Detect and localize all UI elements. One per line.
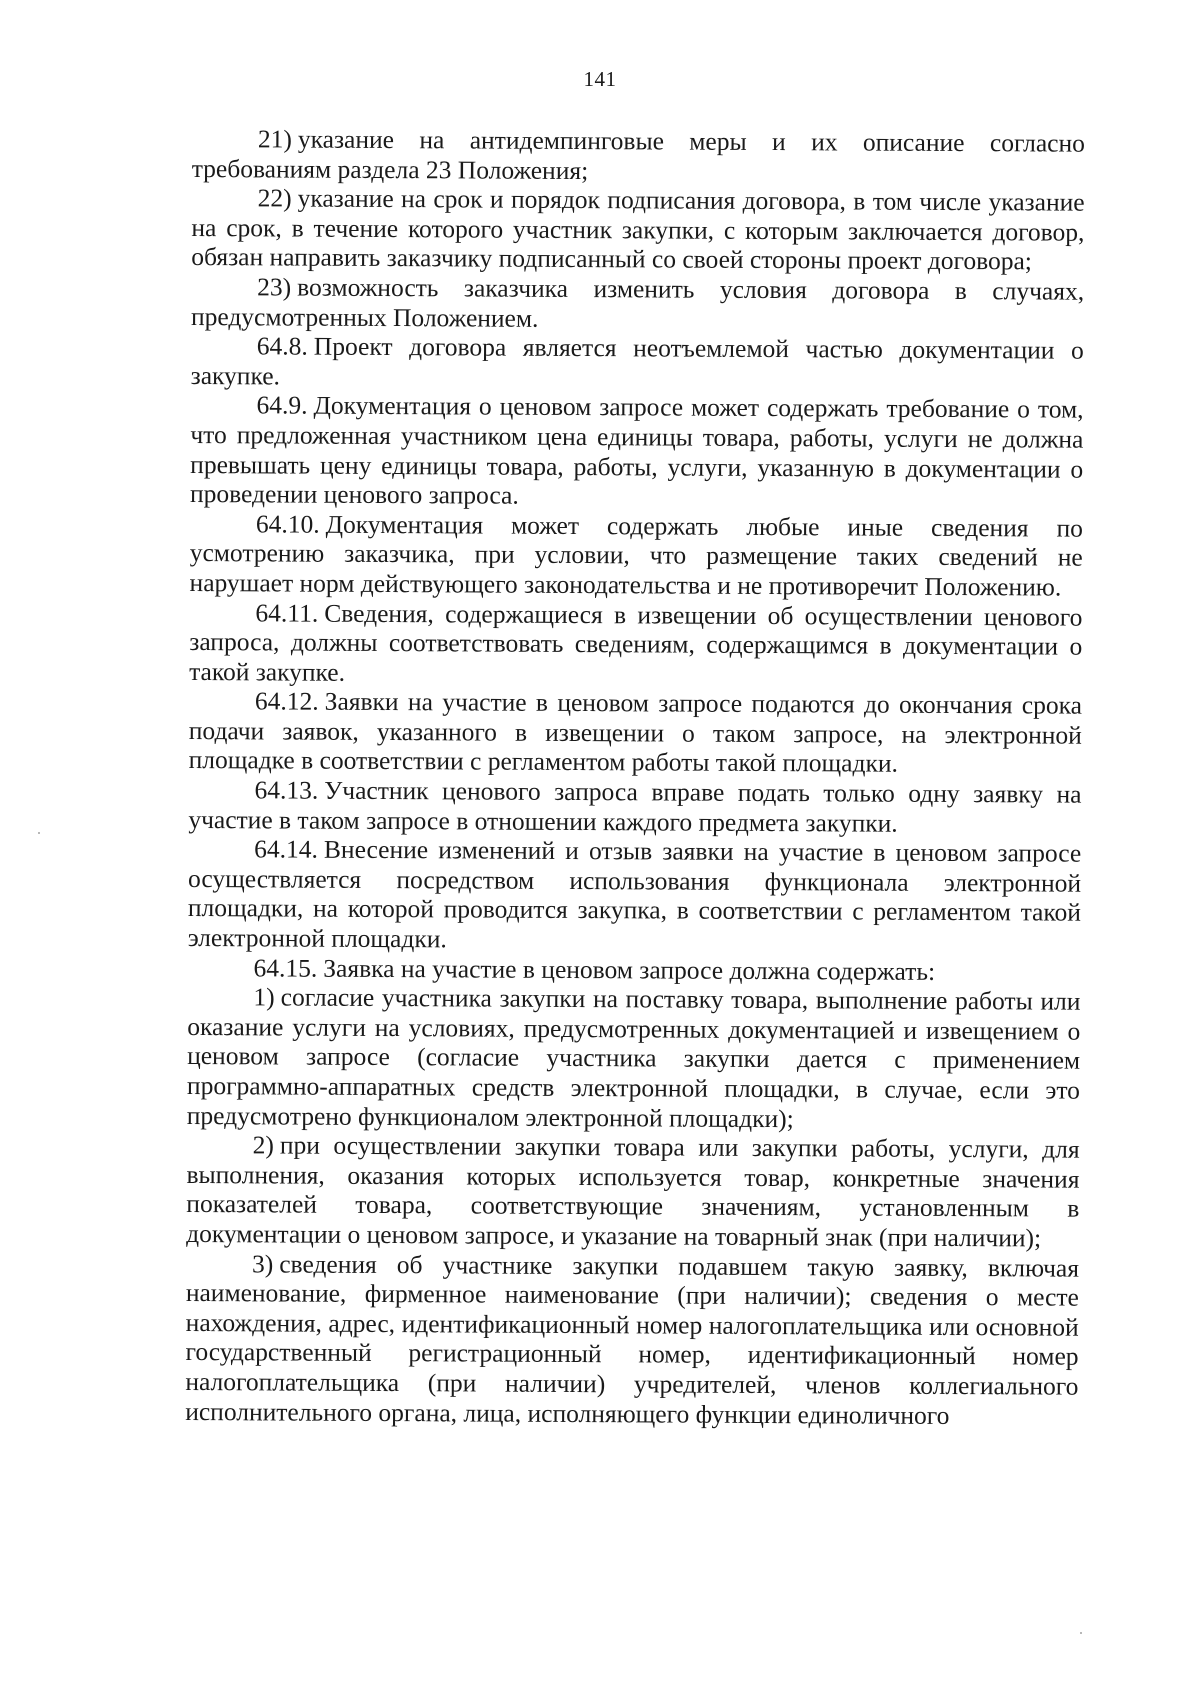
list-item [185, 1249, 1079, 1431]
item-number: 22) [257, 183, 292, 213]
list-item [186, 1130, 1080, 1253]
item-text: указание на антидемпинговые меры и их описание согласно требованиям раздела 23 Положения; [191, 124, 1085, 185]
item-number: 2) [252, 1130, 274, 1160]
clause [190, 509, 1083, 602]
clause [188, 834, 1082, 957]
clause-text: Внесение изменений и отзыв заявки на участие в ценовом запросе осуществляется посредством использования функционала электронной площадки, на которой проводится закупка, в соответствии с регламентом такой электронной площадки. [187, 834, 1082, 954]
clause-text: Документация о ценовом запросе может содержать требование о том, что предложенная участником цена единицы товара, работы, услуги не должна превышать цену единицы товара, работы, услуги, указанную в документации о проведении ценового запроса. [189, 390, 1084, 510]
clause-number: 64.11. [255, 597, 319, 628]
list-item [191, 183, 1084, 276]
clause-number: 64.9. [256, 390, 308, 420]
clause-number: 64.10. [255, 509, 320, 539]
item-text: указание на срок и порядок подписания договора, в том числе указание на срок, в течение которого участник закупки, с которым заключается договор, обязан направить заказчику подписанный со своей стороны проект договора; [191, 183, 1085, 276]
item-number: 1) [253, 982, 275, 1012]
clause-number: 64.8. [256, 331, 308, 361]
document-body [185, 124, 1085, 1431]
clause [188, 953, 1081, 987]
list-item [191, 272, 1084, 336]
clause-number: 64.14. [254, 834, 319, 864]
item-text: согласие участника закупки на поставку товара, выполнение работы или оказание услуги на условиях, предусмотренных документацией и извещением о ценовом запросе (согласие участника закупки дается с применением программно-аппаратных средств электронной площадки, в случае, если это предусмотрено функционалом электронной площадки); [186, 982, 1081, 1133]
item-number: 23) [257, 272, 292, 302]
clause-text: Заявки на участие в ценовом запросе подаются до окончания срока подачи заявок, указанного в извещении о таком запросе, на электронной площадке в соответствии с регламентом работы такой площадки. [188, 686, 1083, 779]
page-number: 141 [583, 67, 617, 91]
list-item [187, 982, 1081, 1135]
clause [191, 331, 1084, 395]
item-number: 21) [257, 124, 292, 154]
clause-number: 64.12. [254, 686, 319, 716]
item-text: при осуществлении закупки товара или закупки работы, услуги, для выполнения, оказания которых используется товар, конкретные значения показателей товара, соответствующие значениям, установленным в документации о ценовом запросе, и указание на товарный знак (при наличии); [186, 1130, 1080, 1253]
clause-text: Сведения, содержащиеся в извещении об осуществлении ценового запроса, должны соответствовать сведениям, содержащимся в документации о такой закупке. [189, 598, 1083, 687]
scan-speck [1080, 1632, 1082, 1634]
clause [189, 686, 1082, 779]
clause-text: Проект договора является неотъемлемой частью документации о закупке. [190, 331, 1084, 391]
clause [188, 775, 1081, 839]
clause [189, 597, 1082, 690]
list-item [192, 124, 1085, 188]
clause-number: 64.13. [254, 775, 319, 805]
clause-text: Участник ценового запроса вправе подать только одну заявку на участие в таком запросе в отношении каждого предмета закупки. [188, 775, 1082, 838]
item-text: сведения об участнике закупки подавшем такую заявку, включая наименование, фирменное наименование (при наличии); сведения о месте нахождения, адрес, идентификационный номер налогоплательщика или основной государственный регистрационный номер, идентификационный номер налогоплательщика (при наличии) учредителей, членов коллегиального исполнительного органа, лица, исполняющего функции единоличного [185, 1249, 1080, 1430]
clause [190, 390, 1084, 513]
item-text: возможность заказчика изменить условия договора в случаях, предусмотренных Положением. [190, 272, 1085, 333]
clause-number: 64.15. [253, 952, 318, 983]
clause-text: Заявка на участие в ценовом запросе должна содержать: [323, 953, 936, 986]
clause-text: Документация может содержать любые иные сведения по усмотрению заказчика, при условии, что размещение таких сведений не нарушает норм действующего законодательства и не противоречит Положению. [189, 509, 1083, 602]
item-number: 3) [251, 1248, 274, 1279]
scan-speck [38, 832, 40, 834]
